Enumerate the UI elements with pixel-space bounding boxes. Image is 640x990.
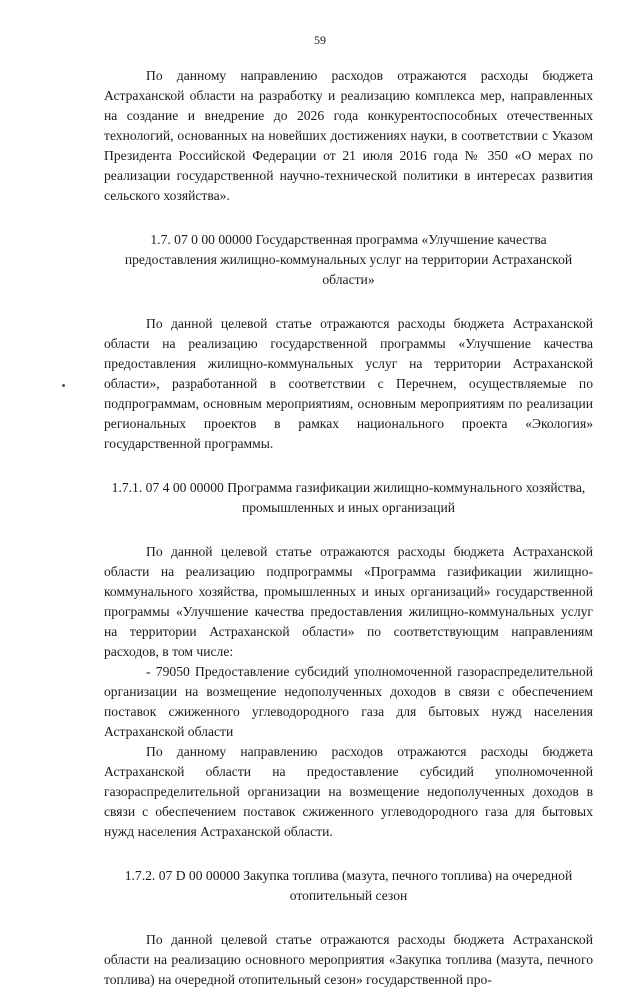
page-number: 59 — [314, 33, 326, 47]
paragraph-science-technologies: По данному направлению расходов отражаются расходы бюджета Астраханской области на разработку и реализацию комплекса мер, направленных на создание и внедрение до 2026 года конкурентоспособных отечественных технологий, основанных на новейших достижениях науки, в соответствии с Указом Президента Российской Федерации от 21 июля 2016 года № 350 «О мерах по реализации государственной научно-технической политики в интересах развития сельского хозяйства». — [104, 68, 593, 203]
document-body — [104, 66, 593, 990]
scan-speck — [62, 384, 65, 387]
paragraph-gasification-subprogram: По данной целевой статье отражаются расходы бюджета Астраханской области на реализацию подпрограммы «Программа газификации жилищно-коммунального хозяйства, промышленных и иных организаций» государственной программы «Улучшение качества предоставления жилищно-коммунальных услуг на территории Астраханской области» по соответствующим направлениям расходов, в том числе: — [104, 544, 593, 659]
paragraph-fuel-purchase: По данной целевой статье отражаются расходы бюджета Астраханской области на реализацию основного мероприятия «Закупка топлива (мазута, печного топлива) на очередной отопительный сезон» государственной про- — [104, 932, 593, 987]
paragraph-program-housing-services: По данной целевой статье отражаются расходы бюджета Астраханской области на реализацию государственной программы «Улучшение качества предоставления жилищно-коммунальных услуг на территории Астраханской области», разработанной в соответствии с Перечнем, осуществляемые по подпрограммам, основным мероприятиям, основным мероприятиям по реализации региональных проектов в рамках национального проекта «Экология» государственной программы. — [104, 316, 593, 451]
heading-section-1-7: 1.7. 07 0 00 00000 Государственная программа «Улучшение качества предоставления жилищно-коммунальных услуг на территории Астраханской области» — [124, 232, 573, 287]
heading-section-1-7-1: 1.7.1. 07 4 00 00000 Программа газификации жилищно-коммунального хозяйства, промышленных и иных организаций — [111, 480, 586, 515]
paragraph-subsidies-gas: По данному направлению расходов отражаются расходы бюджета Астраханской области на предоставление субсидий уполномоченной газораспределительной организации на возмещение недополученных доходов в связи с обеспечением поставок сжиженного углеводородного газа для бытовых нужд населения Астраханской области. — [104, 744, 593, 839]
list-item-79050: - 79050 Предоставление субсидий уполномоченной газораспределительной организации на возмещение недополученных доходов в связи с обеспечением поставок сжиженного углеводородного газа для бытовых нужд населения Астраханской области — [104, 664, 593, 739]
heading-section-1-7-2: 1.7.2. 07 D 00 00000 Закупка топлива (мазута, печного топлива) на очередной отопительный сезон — [124, 868, 573, 903]
